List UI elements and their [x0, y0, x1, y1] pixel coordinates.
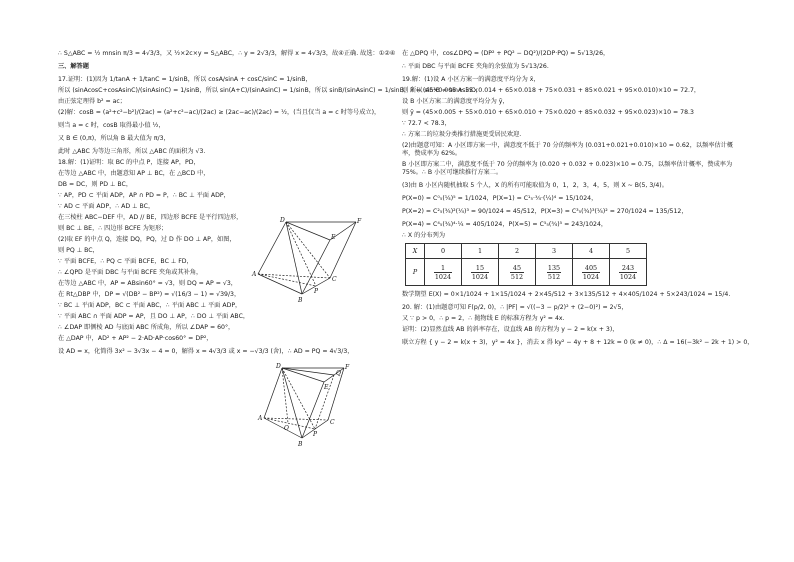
text-line: ∵ BC ⊥ 平面 ADP，BC ⊂ 平面 ABC，∴ 平面 ABC ⊥ 平面 ADP，: [58, 302, 242, 309]
text-line: 设 B 小区方案二的满意度平均分为 ȳ，: [402, 98, 509, 105]
fraction: [619, 264, 637, 281]
numerator: 405: [582, 264, 600, 273]
table-cell: [462, 259, 499, 286]
distribution-table: [405, 243, 647, 286]
text-line: 则 BC ⊥ BE，∴ 四边形 BCFE 为矩形；: [58, 225, 168, 232]
text-line: (2)取 EF 的中点 Q，连接 DQ，PQ，过 D 作 DO ⊥ AP，如图，: [58, 236, 236, 243]
vertex-label: P: [314, 288, 319, 295]
text-line: 所以 (sinAcosC+cosAsinC)/(sinAsinC) = 1/sinB，所以 sin(A+C)/(sinAsinC) = 1/sinB，所以 sinB/(sinAsinC) = 1/sinB，所以 sin²B = sinAsinC，: [58, 87, 482, 94]
table-row: [406, 259, 647, 286]
table-cell: [610, 259, 647, 286]
numerator: 243: [619, 264, 637, 273]
table-cell: 1: [462, 244, 499, 259]
denominator: 1024: [582, 272, 600, 281]
prism-diagram-1: [252, 214, 362, 306]
vertex-label: C: [330, 419, 335, 426]
text-line: 由正弦定理得 b² = ac；: [58, 98, 126, 105]
denominator: 1024: [619, 272, 637, 281]
denominator: 512: [510, 272, 524, 281]
vertex-label: F: [345, 364, 350, 371]
vertex-label: A: [258, 415, 263, 422]
text-line: ∵ 平面 ABC ∩ 平面 ADP = AP，且 DO ⊥ AP，∴ DO ⊥ 平面 ABC，: [58, 313, 250, 320]
text-line: ∴ 平面 DBC 与平面 BCFE 夹角的余弦值为 5√13/26.: [402, 63, 549, 70]
table-header-x: X: [406, 244, 425, 259]
fraction: [510, 264, 524, 281]
text-line: 则 PQ ⊥ BC，: [58, 247, 99, 254]
vertex-label: D: [280, 217, 285, 224]
text-line: 又 ∵ p > 0，∴ p = 2，∴ 抛物线 E 的标准方程为 y² = 4x.: [402, 315, 565, 322]
text-line: (2)解：cosB = (a²+c²−b²)/(2ac) = (a²+c²−ac)/(2ac) ≥ (2ac−ac)/(2ac) = ½，(当且仅当 a = c 时等号成立)，: [58, 109, 381, 116]
text-line: ∵ AP，PD ⊂ 平面 ADP，AP ∩ PD = P，∴ BC ⊥ 平面 ADP，: [58, 192, 230, 199]
table-cell: 2: [499, 244, 536, 259]
text-line: 在等边 △ABC 中，由题意知 AP ⊥ BC，在 △BCD 中，: [58, 170, 210, 177]
right-column: [402, 50, 754, 347]
text-line: 则 x̄ = (45×0.006 + 55×0.014 + 65×0.018 + 75×0.031 + 85×0.021 + 95×0.010)×10 = 72.7，: [402, 87, 701, 94]
denominator: 1024: [434, 272, 452, 281]
text-line: P(X=2) = C²₅(¾)²(¼)³ = 90/1024 = 45/512，P(X=3) = C³₅(¾)³(¼)² = 270/1024 = 135/512，: [402, 208, 688, 215]
table-cell: [536, 259, 573, 286]
numerator: 15: [471, 264, 489, 273]
vertex-label: O: [284, 425, 289, 432]
denominator: 512: [547, 272, 561, 281]
text-line: P(X=4) = C⁴₅(¾)⁴·¼ = 405/1024，P(X=5) = C⁵₅(¾)⁵ = 243/1024，: [402, 221, 608, 228]
text-line: 在 Rt△DBP 中，DP = √(DB² − BP²) = √(16/3 − 1) = √39/3，: [58, 291, 241, 298]
text-line: 联立方程 { y − 2 = k(x + 3)，y² = 4x }，消去 x 得 ky² − 4y + 8 + 12k = 0 (k ≠ 0)，∴ Δ = 16(−3k² − 2k + 1) > 0，: [402, 339, 754, 346]
text-line: 数学期望 E(X) = 0×1/1024 + 1×15/1024 + 2×45/512 + 3×135/512 + 4×405/1024 + 5×243/1024 = 15/4.: [402, 291, 731, 298]
fraction: [434, 264, 452, 281]
text-line: ∵ 72.7 < 78.3，: [402, 120, 451, 127]
prism-diagram-2: [258, 360, 352, 448]
text-line: (3)由 B 小区内随机抽取 5 个人，X 的所有可能取值为 0，1，2，3，4，5，则 X ~ B(5, 3/4)。: [402, 182, 668, 189]
vertex-label: Q: [336, 370, 341, 377]
text-line: ∵ AD ⊂ 平面 ADP，∴ AD ⊥ BC，: [58, 203, 155, 210]
table-cell: [573, 259, 610, 286]
table-cell: [425, 259, 462, 286]
text-line: 则 ȳ = (45×0.005 + 55×0.010 + 65×0.010 + 75×0.020 + 85×0.032 + 95×0.023)×10 = 78.3: [402, 109, 694, 116]
text-line: 证明：(2)显然直线 AB 的斜率存在，设直线 AB 的方程为 y − 2 = k(x + 3)，: [402, 326, 619, 333]
prism-figure-2: [258, 360, 352, 448]
fraction: [582, 264, 600, 281]
text-line: (2)由题意可知：A 小区即方案一中，满意度不低于 70 分的频率为 (0.031+0.021+0.010)×10 = 0.62，以频率估计概率，赞成率为 62%。: [402, 142, 734, 157]
table-row: [406, 244, 647, 259]
text-line: DB = DC，则 PD ⊥ BC，: [58, 181, 133, 188]
table-cell: 5: [610, 244, 647, 259]
numerator: 45: [510, 264, 524, 273]
vertex-label: P: [313, 431, 318, 438]
numerator: 1: [434, 264, 452, 273]
text-line: ∴ X 的分布列为: [402, 232, 446, 239]
text-line: ∴ ∠DAP 即侧棱 AD 与底面 ABC 所成角，所以 ∠DAP = 60°，: [58, 324, 235, 331]
table-cell: 4: [573, 244, 610, 259]
vertex-label: B: [298, 441, 303, 448]
vertex-label: D: [276, 363, 281, 370]
text-line: 设 AD = x，化简得 3x² − 3√3x − 4 = 0，解得 x = 4√3/3 或 x = −√3/3 (舍)，∴ AD = PQ = 4√3/3，: [58, 348, 354, 355]
text-line: 此时 △ABC 为等边三角形，所以 △ABC 的面积为 √3.: [58, 148, 206, 155]
text-line: ∴ 方案二的垃圾分类推行措施更受居民欢迎.: [402, 131, 522, 138]
vertex-label: C: [332, 276, 337, 283]
text-line: ∵ 平面 BCFE，∴ PQ ⊂ 平面 BCFE，BC ⊥ FD，: [58, 258, 193, 265]
table-cell: [499, 259, 536, 286]
section-heading: 三、解答题: [58, 63, 89, 70]
vertex-label: A: [252, 271, 257, 278]
text-line: 在三棱柱 ABC−DEF 中，AD // BE，四边形 BCFE 是平行四边形，: [58, 214, 243, 221]
vertex-label: F: [357, 218, 362, 225]
fraction: [547, 264, 561, 281]
text-line: B 小区即方案二中，满意度不低于 70 分的频率为 (0.020 + 0.032 + 0.023)×10 = 0.75，以频率估计概率，赞成率为 75%。∴ B 小区可继续推行方案二。: [402, 161, 733, 176]
numerator: 135: [547, 263, 561, 272]
table-cell: 0: [425, 244, 462, 259]
text-line: P(X=0) = C⁰₅(¼)⁵ = 1/1024，P(X=1) = C¹₅·¾·(¼)⁴ = 15/1024，: [402, 195, 598, 202]
text-line: 17.证明：(1)因为 1/tanA + 1/tanC = 1/sinB，所以 cosA/sinA + cosC/sinC = 1/sinB，: [58, 76, 312, 83]
text-line: 又 B ∈ (0,π)，所以角 B 最大值为 π/3，: [58, 135, 170, 142]
table-cell: 3: [536, 244, 573, 259]
fraction: [471, 264, 489, 281]
vertex-label: E: [324, 384, 329, 391]
text-line: ∴ S△ABC = ½ mnsin π/3 = 4√3/3，又 ½×2c×y = S△ABC，∴ y = 2√3/3，解得 x = 4√3/3，故④正确. 故选：①②④: [58, 50, 396, 57]
text-line: 18.解：(1)证明：取 BC 的中点 P，连接 AP，PD，: [58, 159, 200, 166]
text-line: 19.解：(1)设 A 小区方案一的满意度平均分为 x̄，: [402, 76, 540, 83]
vertex-label: E: [331, 234, 336, 241]
text-line: 在等边 △ABC 中，AP = ABsin60° = √3，则 DQ = AP = √3，: [58, 280, 237, 287]
text-line: 则当 a = c 时，cosB 取得最小值 ½，: [58, 122, 165, 129]
text-line: ∴ ∠QPD 是平面 DBC 与平面 BCFE 夹角或其补角，: [58, 269, 203, 276]
denominator: 1024: [471, 272, 489, 281]
table-header-p: P: [406, 259, 425, 286]
text-line: 在 △DPQ 中，cos∠DPQ = (DP² + PQ² − DQ²)/(2DP·PQ) = 5√13/26，: [402, 50, 610, 57]
text-line: 在 △DAP 中，AD² + AP² − 2·AD·AP·cos60° = DP²，: [58, 335, 213, 342]
text-line: 20. 解：(1)由题意可知 F(p/2, 0)，∴ |PF| = √((−3 − p/2)² + (2−0)²) = 2√5，: [402, 304, 628, 311]
vertex-label: B: [298, 297, 303, 304]
prism-figure-1: [252, 214, 362, 306]
